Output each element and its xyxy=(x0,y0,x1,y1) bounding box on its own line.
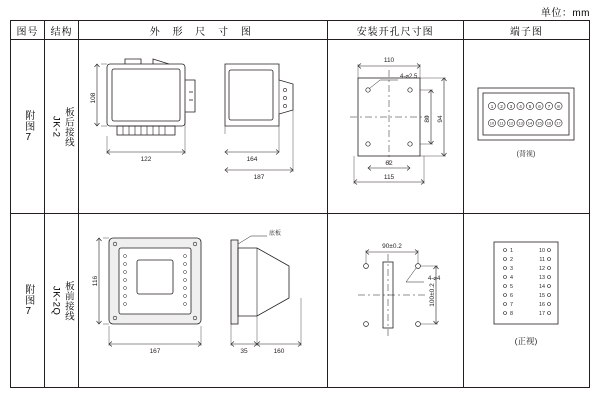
svg-text:7: 7 xyxy=(509,302,513,308)
structure-wiring-1: 板后接线 xyxy=(62,106,74,147)
svg-text:8: 8 xyxy=(556,103,560,109)
dim-bottom-width-1: 115 xyxy=(383,174,394,181)
svg-text:16: 16 xyxy=(546,120,551,126)
structure-model-1: JK-2 xyxy=(50,115,62,138)
terminal-view-note-2: (正视) xyxy=(514,336,538,346)
header-outline: 外 形 尺 寸 图 xyxy=(79,21,327,40)
svg-text:4: 4 xyxy=(509,275,513,281)
svg-text:8: 8 xyxy=(509,311,513,317)
svg-text:11: 11 xyxy=(539,257,545,263)
cell-structure-2 xyxy=(45,214,79,388)
svg-text:13: 13 xyxy=(518,120,523,126)
dim-depth-small-2: 35 xyxy=(240,348,248,355)
cell-fig-no-2: 附图7 xyxy=(11,214,45,388)
svg-text:14: 14 xyxy=(527,120,532,126)
svg-text:1: 1 xyxy=(490,103,494,109)
structure-model-2: JK-2Q xyxy=(50,285,62,316)
outline-drawing-jk2q xyxy=(79,214,325,372)
unit-label: 单位：mm xyxy=(540,8,590,19)
dim-overall-width-1: 187 xyxy=(253,174,265,181)
svg-text:12: 12 xyxy=(508,120,513,126)
cell-structure-1 xyxy=(45,40,79,214)
svg-text:13: 13 xyxy=(538,275,545,281)
terminal-numbers-right xyxy=(539,248,545,317)
svg-text:5: 5 xyxy=(509,284,513,290)
svg-text:11: 11 xyxy=(499,120,504,126)
cell-terminal-2 xyxy=(463,214,589,388)
terminal-numbers-left xyxy=(510,248,513,317)
dim-outer-height-1: 94 xyxy=(436,115,444,123)
dim-left-width-2: 167 xyxy=(149,348,161,355)
terminal-view-note-1: (背视) xyxy=(516,151,536,158)
svg-text:6: 6 xyxy=(537,103,541,109)
terminal-diagram-jk2q xyxy=(464,214,588,372)
cell-fig-no-1: 附图7 xyxy=(11,40,45,214)
svg-text:17: 17 xyxy=(538,311,545,317)
dim-left-height-1: 108 xyxy=(90,92,98,104)
terminal-diagram-jk2 xyxy=(464,40,588,198)
header-terminal: 端子图 xyxy=(463,21,589,40)
svg-text:10: 10 xyxy=(489,120,494,126)
terminal-numbers-top xyxy=(490,104,560,109)
svg-text:2: 2 xyxy=(509,257,513,263)
dim-left-width-1: 122 xyxy=(140,156,152,163)
svg-text:7: 7 xyxy=(547,103,551,109)
dim-side-height-2: 100±0.2 xyxy=(428,283,436,307)
cell-outline-2 xyxy=(79,214,327,388)
panel-cut-drawing-jk2 xyxy=(328,40,462,198)
svg-text:15: 15 xyxy=(537,120,542,126)
header-panel-cut: 安装开孔尺寸图 xyxy=(327,21,463,40)
outline-drawing-jk2 xyxy=(79,40,325,198)
svg-text:6: 6 xyxy=(509,293,513,299)
dim-side-width-1: 164 xyxy=(246,156,258,163)
dim-bottom-inner-1: 62 xyxy=(384,160,393,167)
table-row xyxy=(11,214,590,388)
flange-label-2: 底板 xyxy=(269,231,282,237)
dim-top-width-2: 90±0.2 xyxy=(381,243,402,250)
svg-text:5: 5 xyxy=(528,103,532,109)
header-fig-no: 图号 xyxy=(11,21,45,40)
svg-text:12: 12 xyxy=(538,266,545,272)
dim-left-height-2: 116 xyxy=(92,275,100,287)
cell-panel-cut-1 xyxy=(327,40,463,214)
dim-hole-spec-1: 4-⌀2.5 xyxy=(399,74,417,80)
panel-cut-drawing-jk2q xyxy=(328,214,462,372)
terminal-numbers-bottom xyxy=(490,121,562,126)
cell-outline-1 xyxy=(79,40,327,214)
dim-top-width-1: 110 xyxy=(383,57,394,64)
svg-text:17: 17 xyxy=(556,120,561,126)
dim-depth-total-2: 160 xyxy=(273,348,285,355)
svg-text:10: 10 xyxy=(538,248,545,254)
terminal-dots-right xyxy=(547,249,550,315)
svg-text:4: 4 xyxy=(518,103,522,109)
svg-text:3: 3 xyxy=(509,103,513,109)
header-structure: 结构 xyxy=(45,21,79,40)
svg-text:2: 2 xyxy=(499,103,503,109)
svg-text:16: 16 xyxy=(538,302,545,308)
dim-hole-spec-2: 4-⌀4 xyxy=(427,276,440,282)
dimension-table xyxy=(10,20,590,388)
structure-wiring-2: 板前接线 xyxy=(62,280,74,321)
svg-text:14: 14 xyxy=(538,284,545,290)
table-row xyxy=(11,40,590,214)
cell-terminal-1 xyxy=(463,40,589,214)
svg-text:1: 1 xyxy=(509,248,513,254)
cell-panel-cut-2 xyxy=(327,214,463,388)
svg-text:3: 3 xyxy=(509,266,513,272)
dim-inner-height-1: 80 xyxy=(423,115,431,123)
svg-text:15: 15 xyxy=(538,293,545,299)
terminal-dots-left xyxy=(503,249,506,315)
table-header-row xyxy=(11,21,590,40)
